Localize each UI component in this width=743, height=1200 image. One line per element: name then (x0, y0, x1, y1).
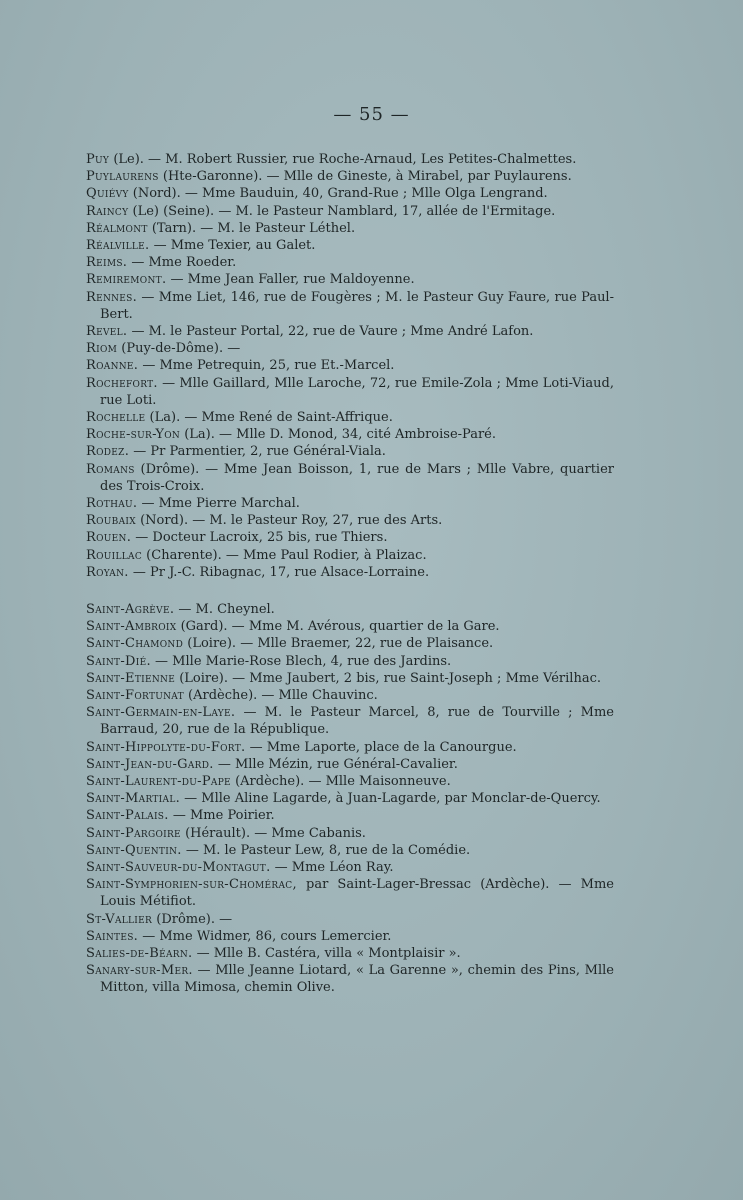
directory-entry (86, 375, 614, 409)
directory-entry (86, 254, 614, 271)
place-name: Rochefort. (86, 375, 158, 391)
directory-entry (86, 323, 614, 340)
place-name: Saint-Ambroix (86, 619, 177, 635)
directory-entry (86, 529, 614, 546)
directory-entry (86, 220, 614, 237)
directory-entry (86, 618, 614, 635)
directory-entry (86, 842, 614, 859)
entry-details: — Mme Léon Ray. (270, 860, 394, 876)
entry-details: — Mlle Marie-Rose Blech, 4, rue des Jardins. (150, 653, 452, 669)
entry-details: — Pr Parmentier, 2, rue Général-Viala. (129, 444, 386, 460)
place-name: Rodez. (86, 444, 130, 460)
directory-entry (86, 807, 614, 824)
entry-details: — Docteur Lacroix, 25 bis, rue Thiers. (131, 530, 388, 546)
entry-details: — Mme Pierre Marchal. (137, 496, 300, 512)
entry-details: (Ardèche). — Mlle Chauvinc. (183, 688, 378, 704)
place-name: Remiremont. (86, 272, 167, 288)
directory-entry (86, 911, 614, 928)
place-name: Roche-sur-Yon (86, 427, 181, 443)
entry-details: — Mme Poirier. (168, 808, 275, 824)
directory-entry (86, 773, 614, 790)
directory-entry (86, 876, 614, 910)
place-name: Saint-Quentin. (86, 842, 182, 858)
entry-details: (Loire). — Mlle Braemer, 22, rue de Plaisance. (183, 636, 494, 652)
entry-details: (Ardèche). — Mlle Maisonneuve. (230, 774, 451, 790)
directory-entry (86, 704, 614, 738)
place-name: Saint-Dié. (86, 653, 151, 669)
place-name: Romans (86, 461, 135, 477)
directory-entry (86, 151, 614, 168)
place-name: Rennes. (86, 289, 138, 305)
directory-entry (86, 601, 614, 618)
entry-details: — M. Cheynel. (174, 602, 275, 617)
directory-entry (86, 756, 614, 773)
entry-details: (Le) (Seine). — M. le Pasteur Namblard, 17, allée de l'Ermitage. (128, 203, 556, 219)
place-name: Saint-Palais. (86, 808, 169, 824)
place-name: Quiévy (86, 186, 129, 202)
directory-entry (86, 687, 614, 704)
directory-entry (86, 168, 614, 185)
place-name: Saint-Laurent-du-Pape (86, 774, 231, 790)
place-name: Saint-Martial. (86, 791, 181, 807)
place-name: Sanary-sur-Mer. (86, 963, 193, 979)
place-name: Roubaix (86, 513, 136, 529)
directory-entry (86, 928, 614, 945)
place-name: Saint-Germain-en-Laye. (86, 705, 236, 721)
directory-entry (86, 409, 614, 426)
directory-entry (86, 461, 614, 495)
directory-entry (86, 739, 614, 756)
place-name: Saint-Symphorien-sur-Chomérac, (86, 877, 297, 893)
directory-entry (86, 653, 614, 670)
directory-entry (86, 271, 614, 288)
directory-entry (86, 340, 614, 357)
entry-details: — M. le Pasteur Portal, 22, rue de Vaure ; Mme André Lafon. (127, 324, 534, 340)
place-name: Saintes. (86, 928, 139, 944)
entry-details: (La). — Mlle D. Monod, 34, cité Ambroise-Paré. (180, 427, 496, 443)
place-name: Saint-Sauveur-du-Montagut. (86, 860, 271, 876)
entry-details: (Drôme). — (152, 911, 233, 927)
entry-details: — Mme Roeder. (127, 255, 237, 271)
place-name: Rouillac (86, 547, 143, 563)
directory-entry (86, 945, 614, 962)
entry-details: (Drôme). — Mme Jean Boisson, 1, rue de Mars ; Mlle Vabre, quartier des Trois-Croix. (100, 461, 614, 494)
place-name: Saint-Chamond (86, 636, 184, 652)
directory-entry (86, 426, 614, 443)
place-name: Saint-Agrève. (86, 602, 175, 617)
directory-entry (86, 859, 614, 876)
place-name: Puylaurens (86, 169, 159, 185)
directory-entry (86, 790, 614, 807)
entry-details: — Mlle Aline Lagarde, à Juan-Lagarde, par Monclar-de-Quercy. (180, 791, 601, 807)
entry-details: (Hte-Garonne). — Mlle de Gineste, à Mirabel, par Puylaurens. (158, 169, 572, 185)
entry-details: — Mme Widmer, 86, cours Lemercier. (138, 928, 392, 944)
entry-details: — M. le Pasteur Marcel, 8, rue de Tourville ; Mme Barraud, 20, rue de la République. (100, 705, 614, 738)
entry-details: — Mlle Mézin, rue Général-Cavalier. (213, 756, 458, 772)
entry-details: — Mme Petrequin, 25, rue Et.-Marcel. (138, 358, 395, 374)
entry-details: — Mme Jean Faller, rue Maldoyenne. (166, 272, 415, 288)
entry-details: — M. le Pasteur Lew, 8, rue de la Comédie. (181, 842, 471, 858)
entry-details: — Pr J.-C. Ribagnac, 17, rue Alsace-Lorraine. (128, 564, 430, 580)
entry-details: (Puy-de-Dôme). — (117, 341, 241, 357)
directory-entry (86, 635, 614, 652)
directory-entry (86, 185, 614, 202)
directory-entry (86, 670, 614, 687)
directory-section-s (86, 601, 614, 997)
place-name: Revel. (86, 324, 128, 340)
directory-entry (86, 495, 614, 512)
place-name: Salies-de-Béarn. (86, 946, 193, 962)
entry-details: (Charente). — Mme Paul Rodier, à Plaizac. (142, 547, 427, 563)
place-name: St-Vallier (86, 911, 153, 927)
directory-entry (86, 237, 614, 254)
entry-details: — Mlle B. Castéra, villa « Montplaisir ». (192, 946, 461, 962)
directory-entry (86, 443, 614, 460)
directory-entry (86, 357, 614, 374)
entry-details: (Le). — M. Robert Russier, rue Roche-Arnaud, Les Petites-Chalmettes. (109, 152, 577, 167)
place-name: Saint-Jean-du-Gard. (86, 756, 214, 772)
directory-entry (86, 203, 614, 220)
entry-details: (Loire). — Mme Jaubert, 2 bis, rue Saint-Joseph ; Mme Vérilhac. (175, 670, 601, 686)
place-name: Saint-Fortunat (86, 688, 184, 704)
place-name: Rouen. (86, 530, 132, 546)
entry-details: par Saint-Lager-Bressac (Ardèche). — Mme Louis Métifiot. (100, 877, 614, 910)
entry-details: (Gard). — Mme M. Avérous, quartier de la Gare. (176, 619, 500, 635)
entry-details: — Mme Liet, 146, rue de Fougères ; M. le Pasteur Guy Faure, rue Paul-Bert. (100, 289, 614, 322)
place-name: Rochelle (86, 410, 146, 426)
place-name: Saint-Hippolyte-du-Fort. (86, 739, 246, 755)
place-name: Réalmont (86, 220, 148, 236)
place-name: Réalville. (86, 238, 150, 254)
entry-details: — Mme Laporte, place de la Canourgue. (245, 739, 517, 755)
place-name: Saint-Etienne (86, 670, 176, 686)
directory-entry (86, 289, 614, 323)
entry-details: (Nord). — Mme Bauduin, 40, Grand-Rue ; Mlle Olga Lengrand. (128, 186, 548, 202)
place-name: Riom (86, 341, 118, 357)
directory-entry (86, 547, 614, 564)
place-name: Rothau. (86, 496, 138, 512)
entry-details: (La). — Mme René de Saint-Affrique. (145, 410, 393, 426)
entry-details: — Mme Texier, au Galet. (149, 238, 316, 254)
place-name: Reims. (86, 255, 128, 271)
place-name: Saint-Pargoire (86, 825, 181, 841)
directory-entry (86, 512, 614, 529)
place-name: Royan. (86, 564, 129, 580)
entry-details: — Mlle Gaillard, Mlle Laroche, 72, rue Emile-Zola ; Mme Loti-Viaud, rue Loti. (100, 375, 614, 408)
entry-details: (Tarn). — M. le Pasteur Léthel. (147, 220, 356, 236)
place-name: Puy (86, 152, 110, 167)
place-name: Roanne. (86, 358, 139, 374)
entry-details: (Hérault). — Mme Cabanis. (180, 825, 366, 841)
entry-details: (Nord). — M. le Pasteur Roy, 27, rue des Arts. (135, 513, 443, 529)
place-name: Raincy (86, 203, 129, 219)
page-number: — 55 — (333, 104, 410, 125)
directory-entry (86, 825, 614, 842)
directory-entry (86, 564, 614, 581)
directory-section-r (86, 151, 614, 581)
entry-details: — Mlle Jeanne Liotard, « La Garenne », chemin des Pins, Mlle Mitton, villa Mimosa, chemin Olive. (100, 963, 614, 996)
directory-entry (86, 962, 614, 996)
